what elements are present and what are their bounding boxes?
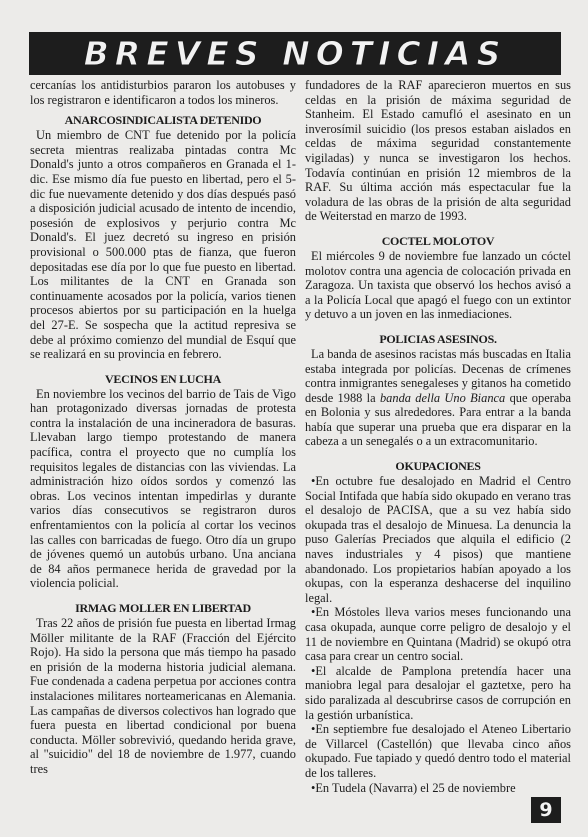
article-body: Un miembro de CNT fue detenido por la policía secreta mientras realizaba pintadas contra Mc Donald's junto a otros compañeros en Granada el 1-dic. Ese mismo día fue puesto en libertad, pero el 5-dic fue nuevamente detenido y dos días después pasó a disposición judicial acusado de intento de incendio, posesión de explosivos y perjurio contra Mc Donald's. El juez decretó su ingreso en prisión provisional o 500.000 ptas de fianza, que fueron depositadas ese día por lo que fue puesto en libertad. Los militantes de la CNT en Granada son continuamente acosados por la policía, varios tienen procesos abiertos por su participación en la huelga del 27-E. Se sospecha que la actitud represiva se debe al próximo comienzo del mundial de Esquí que se realizará en su provincia en febrero. — [30, 128, 296, 362]
article-body — [305, 347, 571, 449]
article-heading: IRMAG MOLLER EN LIBERTAD — [75, 601, 251, 615]
article-item: •En octubre fue desalojado en Madrid el Centro Social Intifada que había sido okupado en verano tras el desalojo de PACISA, que a su vez había sido okupada tras el desalojo de Minuesa. La denuncia la puso Galerías Preciados que alquila el edificio (2 naves industriales y 4 pisos) que mantiene abandonado. Los propietarios habían apoyado a los okupas, con la esperanza deshacerse del inquilino legal. — [305, 474, 571, 605]
article-heading: VECINOS EN LUCHA — [105, 371, 221, 386]
continued-text: fundadores de la RAF aparecieron muertos en sus celdas en la prisión de máxima seguridad de Stanheim. El Estado camufló el asesinato en un inverosímil suicidio (los presos estaban aislados en celdas de máxima seguridad constantemente vigiladas) y nunca se investigaron los hechos. Todavía continúan en prisión 12 miembros de la RAF. Su última acción más espectacular fue la voladura de las obras de la prisión de alta seguridad de Weiterstad en marzo de 1993. — [305, 78, 571, 224]
page-number: 9 — [531, 797, 561, 823]
article-heading: ANARCOSINDICALISTA DETENIDO — [64, 113, 262, 128]
gang-name: banda della Uno Bianca — [379, 390, 506, 405]
article-item: •En Móstoles lleva varios meses funcionando una casa okupada, aunque corre peligro de desalojo y el 11 de noviembre en Quintana (Madrid) se okupó otra casa para crear un centro social. — [305, 605, 571, 664]
article-text: La banda de asesinos racistas más buscadas en Italia estaba integrada por policías. Decenas de crímenes contra inmigrantes senegaleses y gitanos ha cometido desde 1988 la — [305, 346, 571, 405]
article-body: En noviembre los vecinos del barrio de Tais de Vigo han protagonizado diversas jornadas de protesta contra la instalación de una incineradora de basuras. Llevaban largo tiempo protestando de manera pacífica, contra el proyecto que no cumplía los requisitos legales de distancias con las viviendas. La administración hizo oídos sordos y comenzó las obras. Los vecinos intentan impedirlas y durante varios días consecutivos se registraron duros enfrentamientos con la policía al cortar los vecinos las calles con barricadas de fuego. Otro día un grupo de jóvenes quemó un autobús urbano. Una anciana de 84 años permanece herida de gravedad por la violencia policial. — [30, 386, 296, 591]
article-heading: COCTEL MOLOTOV — [381, 233, 495, 248]
article-heading: POLICIAS ASESINOS. — [379, 331, 497, 346]
right-column — [305, 78, 571, 795]
left-column — [30, 78, 296, 777]
article-item: •En Tudela (Navarra) el 25 de noviembre — [311, 780, 516, 795]
section-title: BREVES NOTICIAS — [83, 34, 507, 73]
article-body: El miércoles 9 de noviembre fue lanzado un cóctel molotov contra una agencia de colocación privada en Zaragoza. Un taxista que observó los hechos avisó a a la Policía Local que apagó el fuego con un extintor y detuvo a un joven en las inmediaciones. — [305, 248, 571, 322]
article-text: que operaba en Bolonia y sus alrededores. Para entrar a la banda había que superar una prueba que era disparar en la cabeza a un senegalés o a un extracomunitario. — [305, 390, 572, 449]
article-body: Tras 22 años de prisión fue puesta en libertad Irmag Möller militante de la RAF (Fracción del Ejército Rojo). Ha sido la persona que más tiempo ha pasado en prisión de la moderna historia judicial alemana. Fue condenada a cadena perpetua por acciones contra instalaciones militares norteamericanas en Alemania. Las campañas de diversos colectivos han logrado que fuera puesta en libertad condicional por buena conducta. Möller sobrevivió, quedando herida grave, al "suicidio" del 18 de noviembre de 1.977, cuando tres — [30, 616, 296, 776]
continued-text: cercanías los antidisturbios pararon los autobuses y los registraron e identificaron a todos los mineros. — [30, 78, 296, 107]
section-banner — [29, 32, 561, 75]
article-item: •En septiembre fue desalojado el Ateneo Libertario de Villarcel (Castellón) que llevaba cinco años okupado. Fue tapiado y quedó dentro todo el material de los talleres. — [305, 722, 571, 780]
article-heading: OKUPACIONES — [395, 459, 481, 474]
article-item: •El alcalde de Pamplona pretendía hacer una maniobra legal para desalojar el gaztetxe, pero ha sido paralizada al descubrirse casos de corrupción en la gestión urbanística. — [305, 663, 571, 722]
